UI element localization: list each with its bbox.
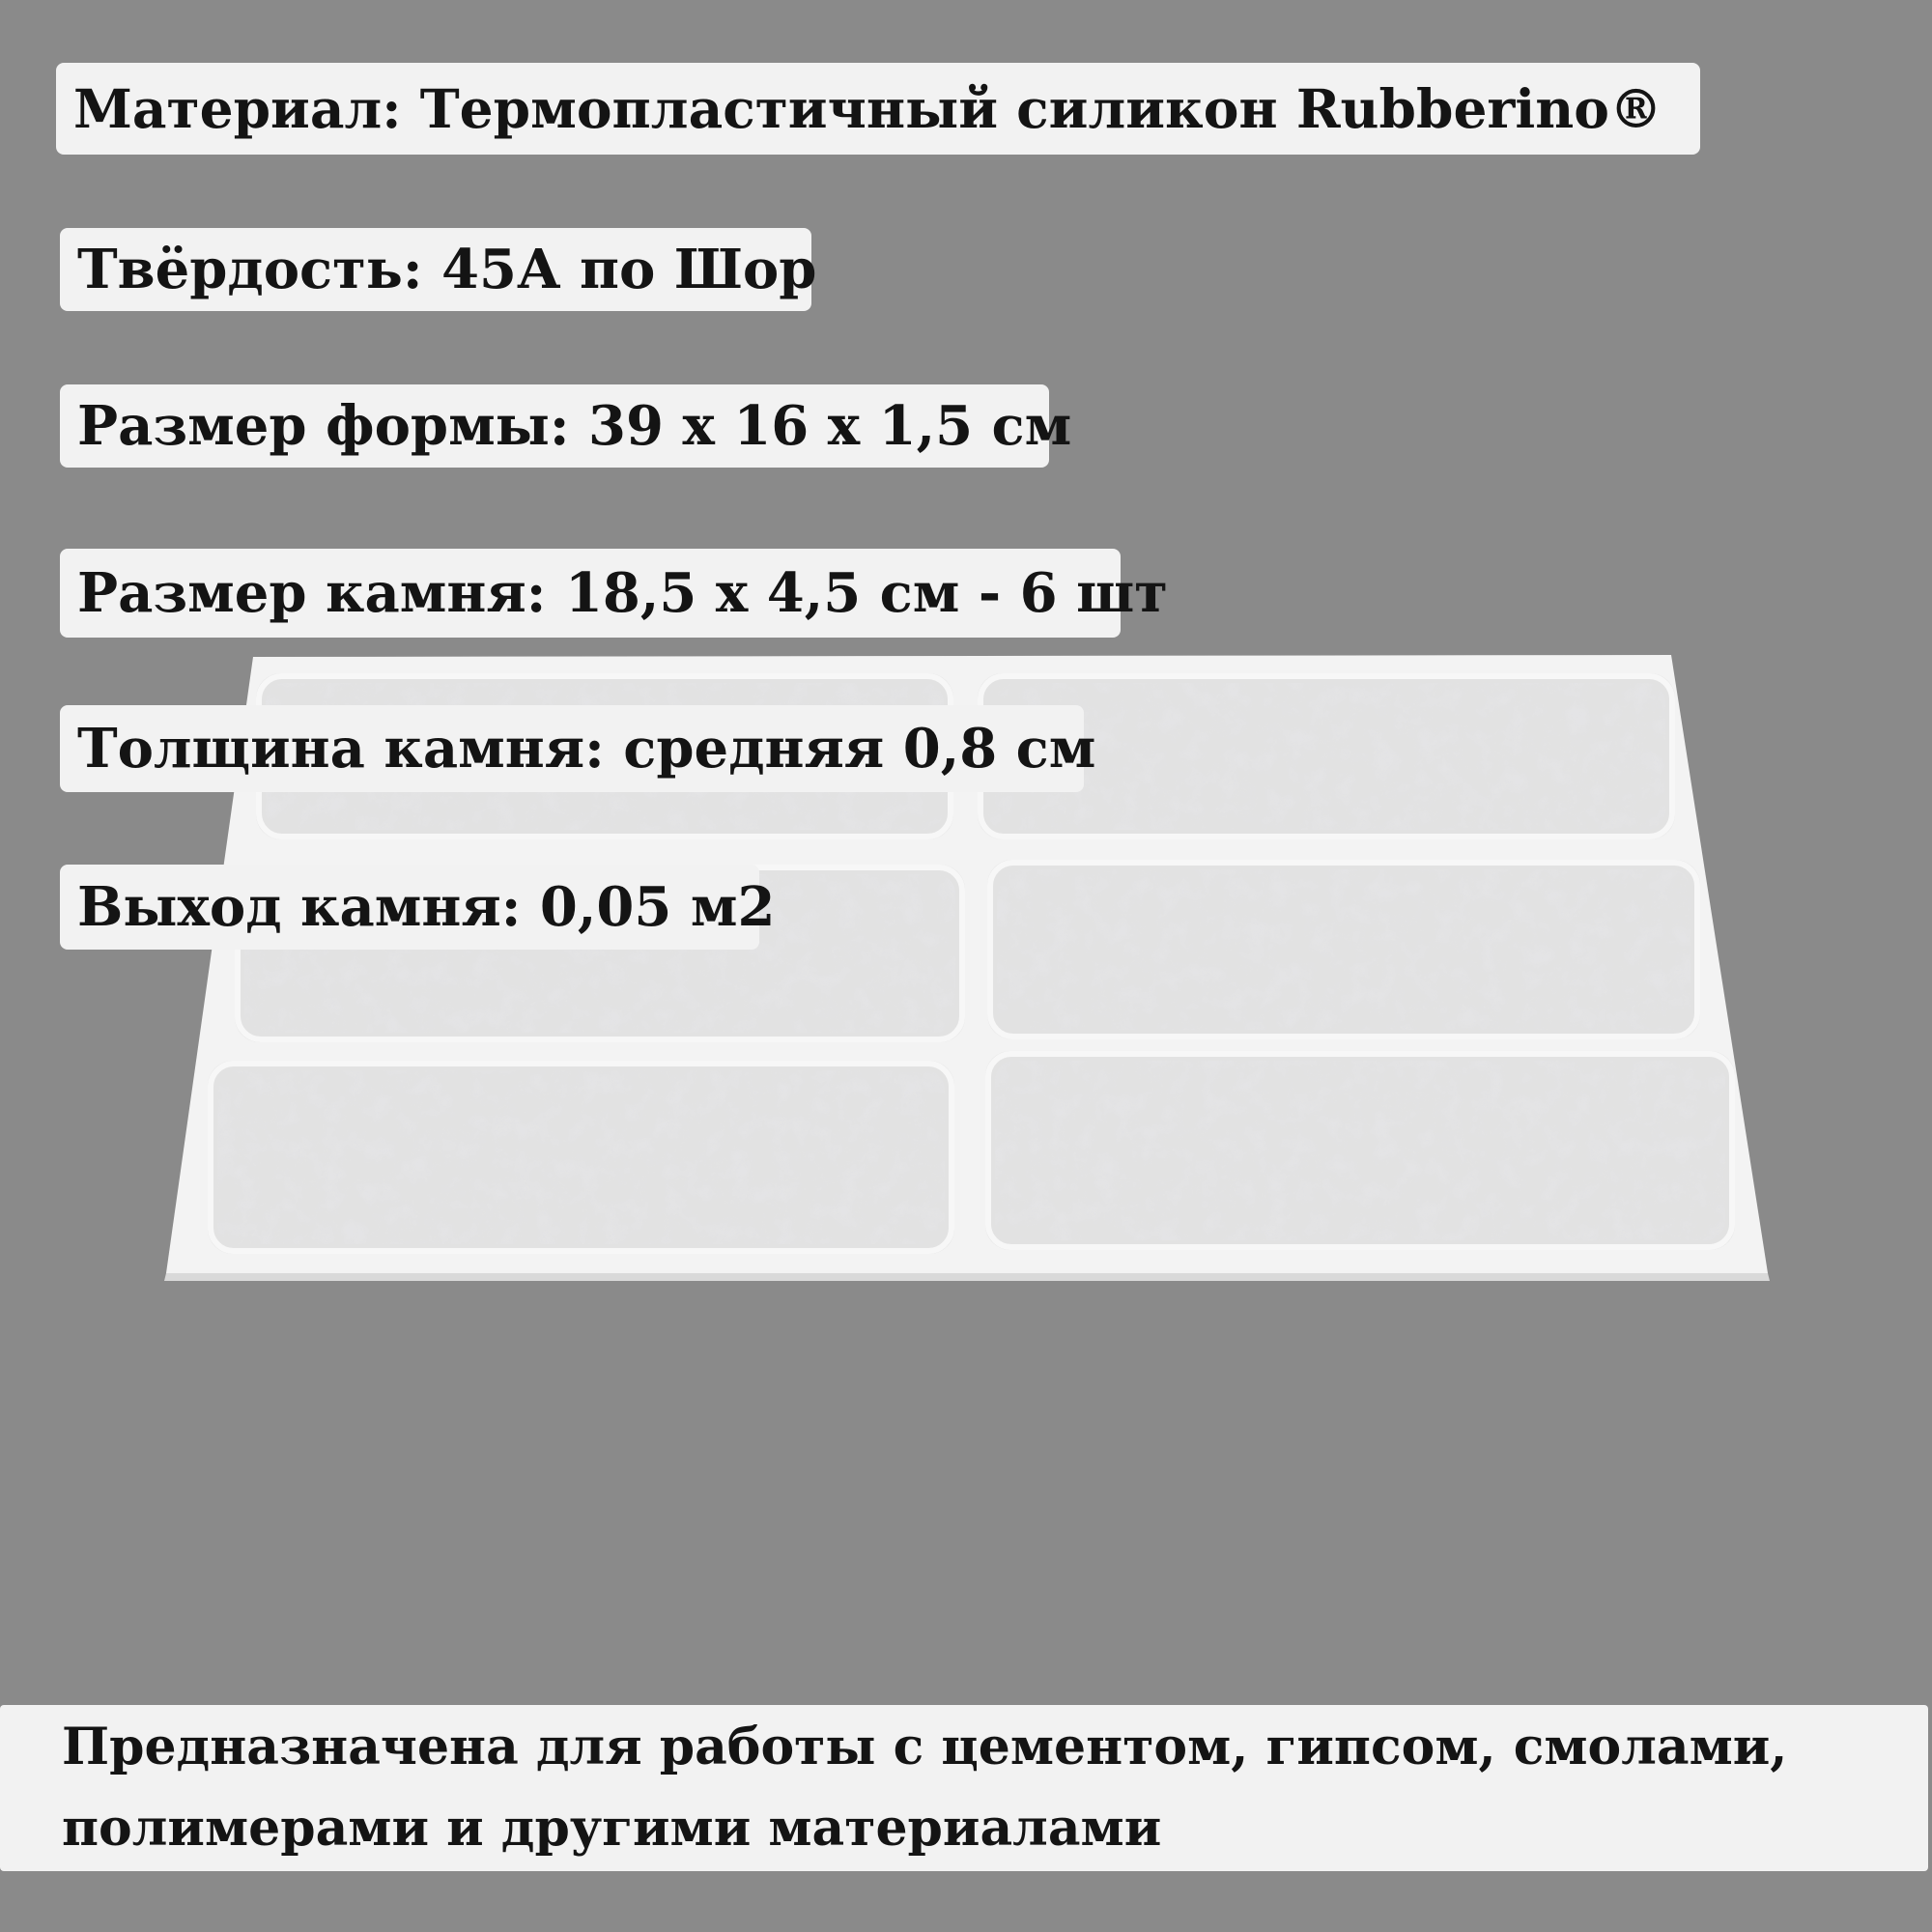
- usage-note: [0, 1705, 1928, 1871]
- usage-note-line-1: Предназначена для работы с цементом, гипсом, смолами,: [62, 1718, 1788, 1776]
- spec-stone-yield: Выход камня: 0,05 м2: [60, 865, 759, 950]
- spec-material: Материал: Термопластичный силикон Rubberino®: [56, 63, 1700, 155]
- usage-note-line-2: полимерами и другими материалами: [62, 1799, 1162, 1858]
- spec-stone-size: Размер камня: 18,5 х 4,5 см - 6 шт: [60, 549, 1121, 638]
- spec-mold-size: Размер формы: 39 х 16 х 1,5 см: [60, 384, 1049, 468]
- spec-stone-thickness: Толщина камня: средняя 0,8 см: [60, 705, 1084, 792]
- spec-hardness: Твёрдость: 45А по Шор: [60, 228, 811, 311]
